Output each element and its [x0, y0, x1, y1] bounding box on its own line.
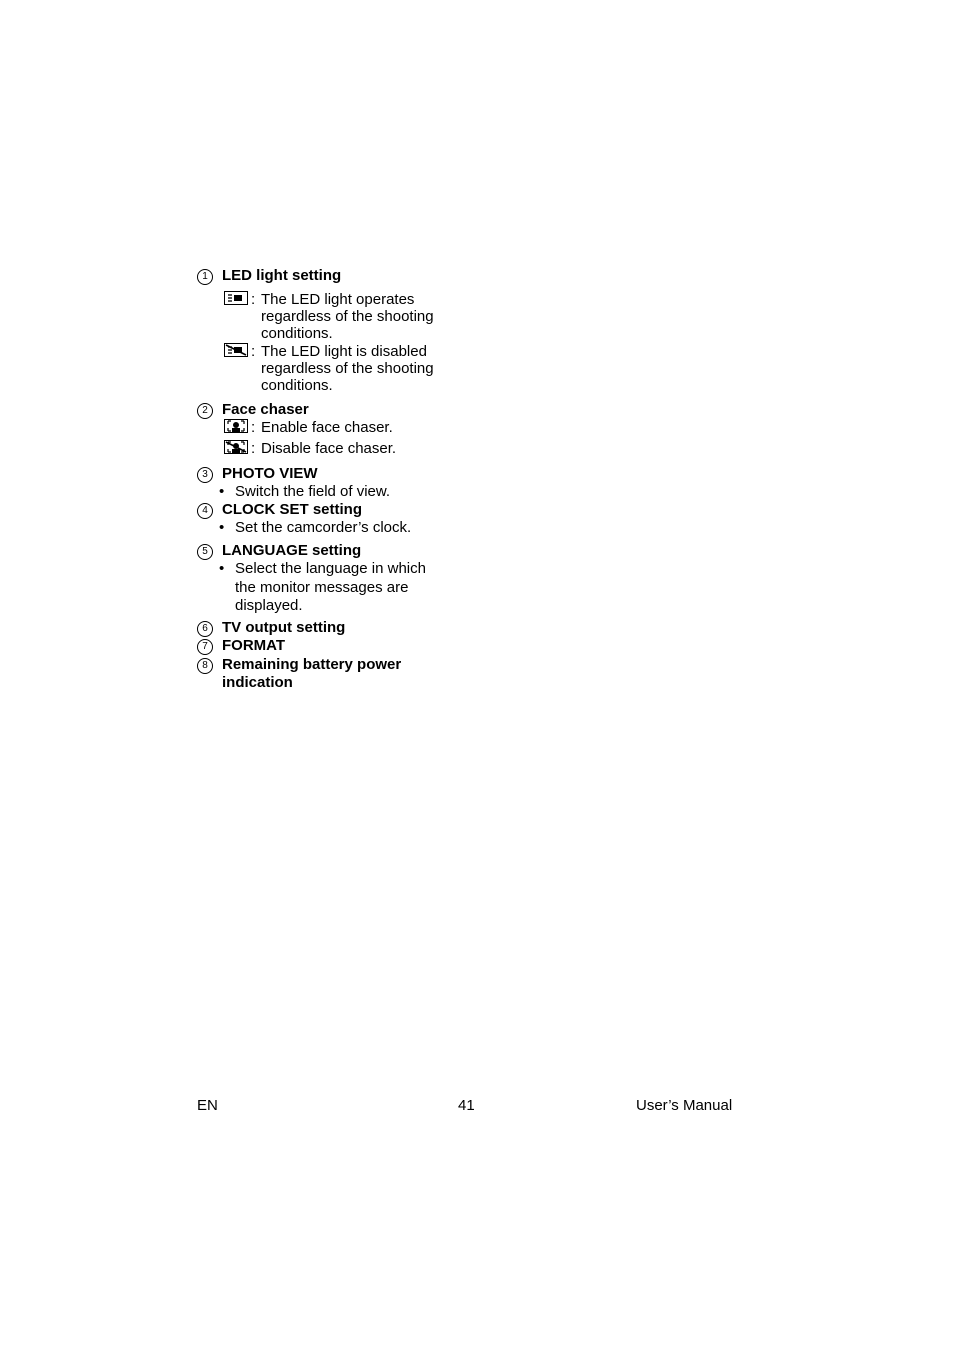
face-chaser-on-icon [224, 419, 248, 433]
led-on-desc-3: conditions. [261, 325, 333, 342]
heading-language: LANGUAGE setting [222, 542, 362, 559]
page-number: 41 [458, 1097, 475, 1114]
face-disable-desc: Disable face chaser. [261, 440, 397, 457]
item-number-5: 5 [197, 544, 213, 560]
heading-battery-line-2: indication [222, 674, 293, 691]
item-number-2: 2 [197, 403, 213, 419]
heading-clock-set: CLOCK SET setting [222, 501, 363, 518]
led-off-icon [224, 343, 248, 357]
heading-face-chaser: Face chaser [222, 401, 309, 418]
colon: : [251, 291, 256, 308]
language-desc-3: displayed. [235, 597, 303, 614]
item-number-7: 7 [197, 639, 213, 655]
item-number-3: 3 [197, 467, 213, 483]
bullet: • [219, 519, 225, 536]
item-number-1: 1 [197, 269, 213, 285]
heading-led-light-setting: LED light setting [222, 267, 342, 284]
heading-photo-view: PHOTO VIEW [222, 465, 318, 482]
led-on-icon [224, 291, 248, 305]
led-on-desc-1: The LED light operates [261, 291, 415, 308]
footer-manual-title: User’s Manual [636, 1097, 733, 1114]
colon: : [251, 343, 256, 360]
heading-format: FORMAT [222, 637, 286, 654]
item-number-6: 6 [197, 621, 213, 637]
led-on-desc-2: regardless of the shooting [261, 308, 434, 325]
colon: : [251, 419, 256, 436]
language-desc-1: Select the language in which [235, 560, 426, 577]
photo-view-desc: Switch the field of view. [235, 483, 391, 500]
heading-battery-line-1: Remaining battery power [222, 656, 402, 673]
led-off-desc-3: conditions. [261, 377, 333, 394]
item-number-8: 8 [197, 658, 213, 674]
bullet: • [219, 560, 225, 577]
face-enable-desc: Enable face chaser. [261, 419, 393, 436]
colon: : [251, 440, 256, 457]
led-off-desc-1: The LED light is disabled [261, 343, 427, 360]
face-chaser-off-icon [224, 440, 248, 454]
item-number-4: 4 [197, 503, 213, 519]
heading-tv-output: TV output setting [222, 619, 346, 636]
bullet: • [219, 483, 225, 500]
footer-language: EN [197, 1097, 218, 1114]
language-desc-2: the monitor messages are [235, 579, 409, 596]
led-off-desc-2: regardless of the shooting [261, 360, 434, 377]
clock-desc: Set the camcorder’s clock. [235, 519, 412, 536]
